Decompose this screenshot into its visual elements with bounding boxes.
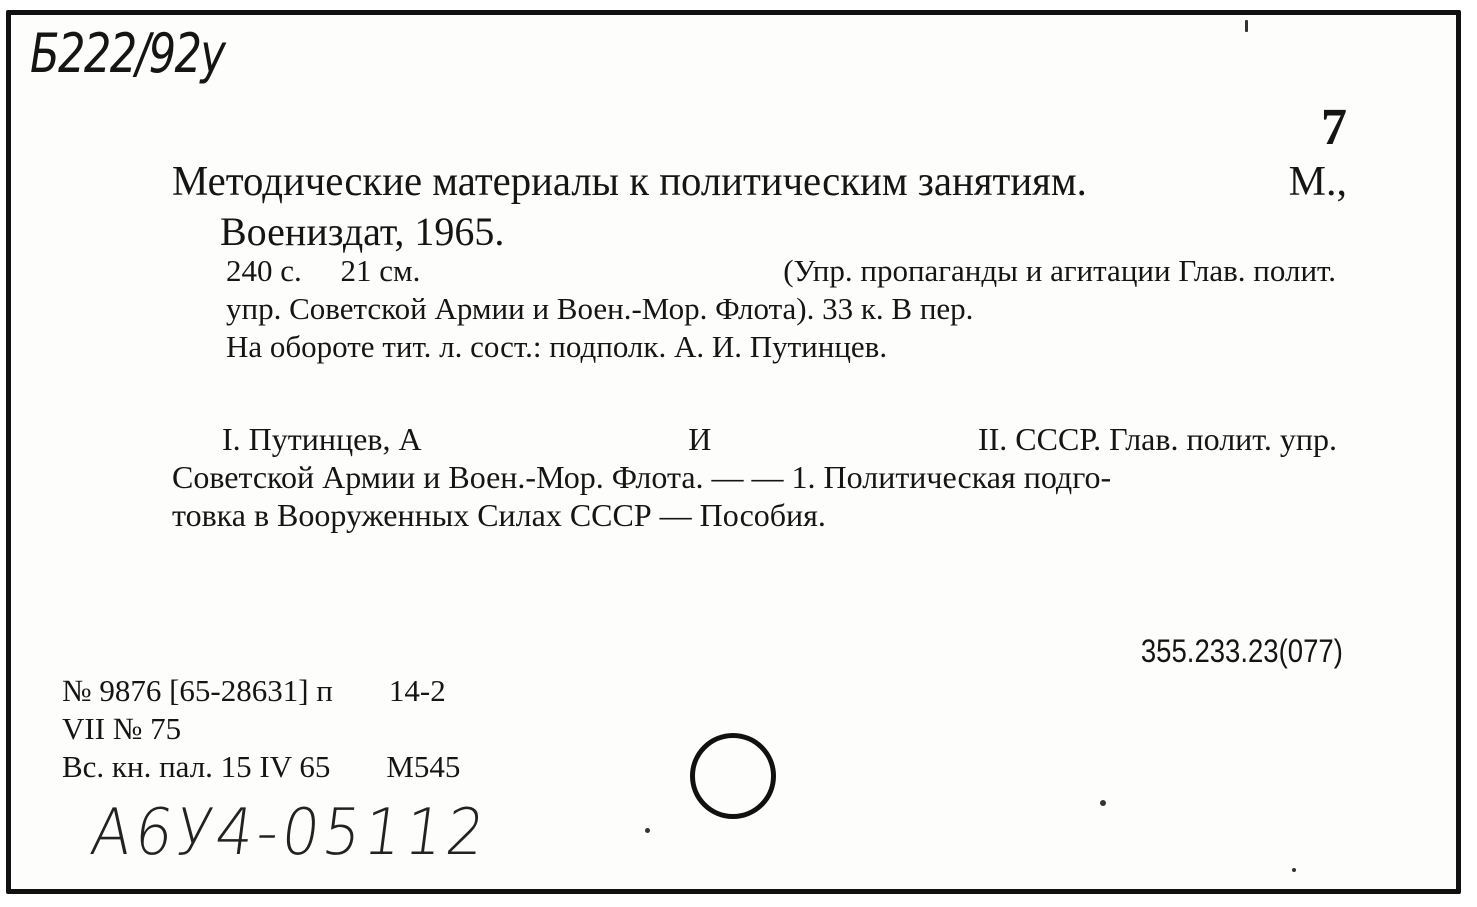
publisher-line: Воениздат, 1965.	[220, 209, 505, 254]
classification-number: 355.233.23(077)	[1141, 633, 1343, 669]
print-line-3-b: М545	[386, 749, 461, 784]
tracing-line-2: Советской Армии и Воен.-Мор. Флота. — — 1. Политическая подго-	[172, 459, 1112, 495]
series-line: упр. Советской Армии и Воен.-Мор. Флота). 33 к. В пер.	[226, 291, 974, 326]
print-line-2: VII № 75	[62, 711, 182, 746]
tracing-1-c: II. СССР. Глав. полит. упр.	[977, 421, 1337, 457]
ink-speck	[1245, 20, 1248, 32]
handwritten-inventory-number: А6У4-05112	[86, 796, 493, 870]
handwritten-shelfmark: Б222/92у	[30, 22, 225, 85]
circle-stamp-mark	[690, 733, 776, 819]
physical-right: (Упр. пропаганды и агитации Глав. полит.	[783, 253, 1336, 288]
ink-speck	[1292, 868, 1296, 872]
tracing-1-a: I. Путинцев, А	[222, 421, 422, 457]
print-line-1-a: № 9876 [65-28631] п	[62, 673, 333, 708]
note-line: На обороте тит. л. сост.: подполк. А. И. Путинцев.	[226, 329, 888, 364]
tracing-line-3: товка в Вооруженных Силах СССР — Пособия.	[172, 497, 826, 533]
print-info	[62, 672, 460, 786]
print-line-1	[62, 672, 460, 710]
physical-line	[226, 252, 1336, 290]
print-line-3	[62, 748, 460, 786]
title-city: М.,	[1288, 159, 1347, 205]
tracing-line-1	[172, 420, 1337, 458]
physical-left: 240 с. 21 см.	[226, 253, 421, 288]
title-line: Методические материалы к политическим занятиям.	[172, 159, 1087, 205]
ink-speck	[645, 828, 650, 833]
tracing-1-b: И	[688, 421, 712, 457]
print-line-3-a: Вс. кн. пал. 15 IV 65	[62, 749, 331, 784]
ink-speck	[1100, 800, 1106, 806]
card-number: 7	[1321, 99, 1347, 156]
tracings	[172, 420, 1337, 534]
print-line-1-b: 14-2	[388, 673, 446, 708]
physical-description	[226, 252, 1336, 366]
